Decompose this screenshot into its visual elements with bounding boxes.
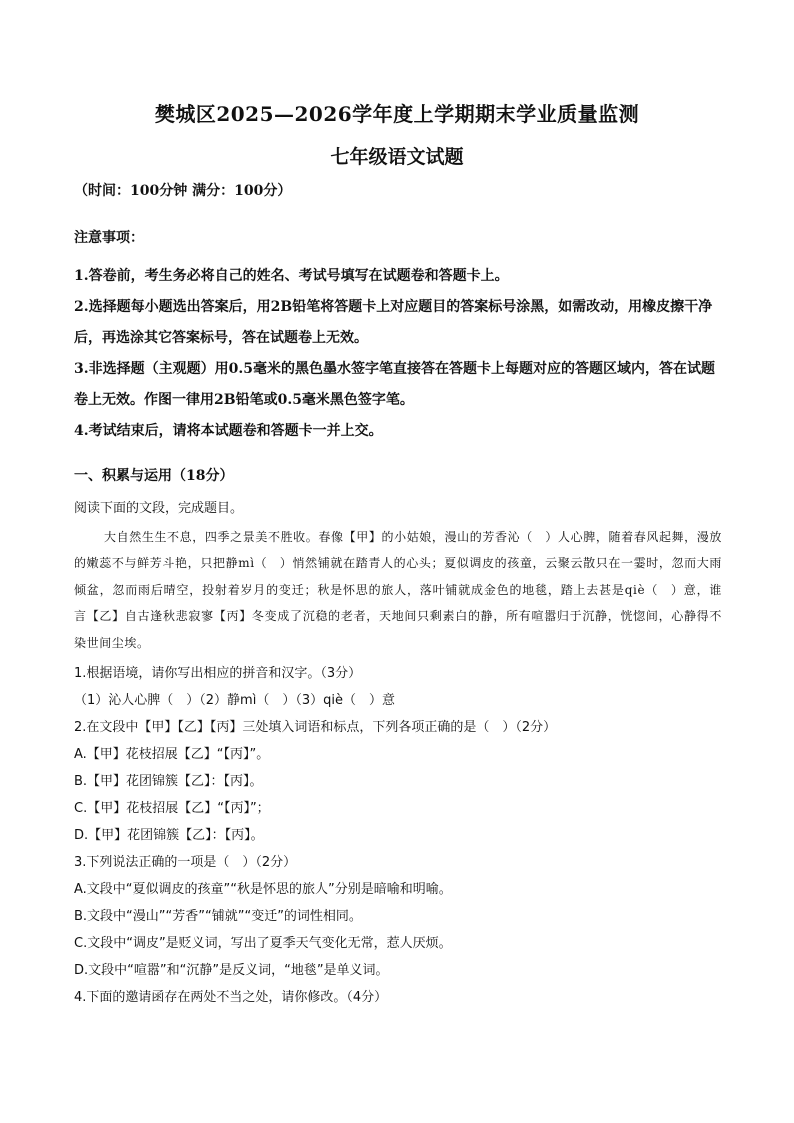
question-1-blanks: （1）沁人心脾（ ）（2）静mì（ ）（3）qiè（ ）意 — [74, 693, 395, 708]
question-2: 2.在文段中【甲】【乙】【丙】三处填入词语和标点，下列各项正确的是（ ）（2分） — [74, 720, 557, 735]
question-2-option-b: B.【甲】花团锦簇【乙】：【丙】。 — [74, 774, 263, 789]
notes-heading: 注意事项： — [74, 230, 144, 246]
question-2-option-d: D.【甲】花团锦簇【乙】：【丙】。 — [74, 828, 264, 843]
question-2-option-a: A.【甲】花枝招展【乙】“【丙】”。 — [74, 747, 270, 762]
question-2-option-c: C.【甲】花枝招展【乙】“【丙】”； — [74, 801, 270, 816]
question-3: 3.下列说法正确的一项是（ ）（2分） — [74, 855, 297, 870]
question-3-option-a: A.文段中“夏似调皮的孩童”“秋是怀思的旅人”分别是暗喻和明喻。 — [74, 882, 452, 897]
notes-item: 3.非选择题（主观题）用0.5毫米的黑色墨水签字笔直接答在答题卡上每题对应的答题区域内，答在试题卷上无效。作图一律用2B铅笔或0.5毫米黑色签字笔。 — [74, 361, 715, 408]
exam-time-score: （时间：100分钟 满分：100分） — [74, 183, 292, 199]
notes-block — [74, 227, 724, 447]
notes-item: 1.答卷前，考生务必将自己的姓名、考试号填写在试题卷和答题卡上。 — [74, 268, 509, 284]
notes-item: 2.选择题每小题选出答案后，用2B铅笔将答题卡上对应题目的答案标号涂黑，如需改动，用橡皮擦干净后，再选涂其它答案标号，答在试题卷上无效。 — [74, 299, 713, 346]
question-3-option-d: D.文段中“喧嚣”和“沉静”是反义词，“地毯”是单义词。 — [74, 963, 389, 978]
section-heading: 一、积累与运用（18分） — [74, 468, 234, 484]
question-3-option-c: C.文段中“调皮”是贬义词，写出了夏季天气变化无常，惹人厌烦。 — [74, 936, 452, 951]
question-3-option-b: B.文段中“漫山”“芳香”“铺就”“变迁”的词性相同。 — [74, 909, 362, 924]
reading-passage: 大自然生生不息，四季之景美不胜收。春像【甲】的小姑娘，漫山的芳香沁（ ）人心脾，随着春风起舞，漫放的嫩蕊不与鲜芳斗艳，只把静mì（ ）悄然铺就在踏青人的心头；夏似调皮的孩童，云聚云散只在一霎时，忽而大雨倾盆，忽而雨后晴空，投射着岁月的变迁；秋是怀思的旅人，落叶铺就成金色的地毯，踏上去甚是qiè（ ）意，谁言【乙】自古逢秋悲寂寥【丙】冬变成了沉稳的老者，天地间只剩素白的静，所有喧嚣归于沉静，恍惚间，心静得不染世间尘埃。 — [74, 530, 722, 650]
exam-title: 樊城区2025—2026学年度上学期期末学业质量监测 — [154, 102, 640, 126]
question-1: 1.根据语境，请你写出相应的拼音和汉字。（3分） — [74, 666, 362, 681]
section-intro: 阅读下面的文段，完成题目。 — [74, 501, 244, 516]
question-4: 4.下面的邀请函存在两处不当之处，请你修改。（4分） — [74, 990, 388, 1005]
exam-subtitle: 七年级语文试题 — [330, 146, 464, 168]
notes-item: 4.考试结束后，请将本试题卷和答题卡一并上交。 — [74, 423, 383, 439]
